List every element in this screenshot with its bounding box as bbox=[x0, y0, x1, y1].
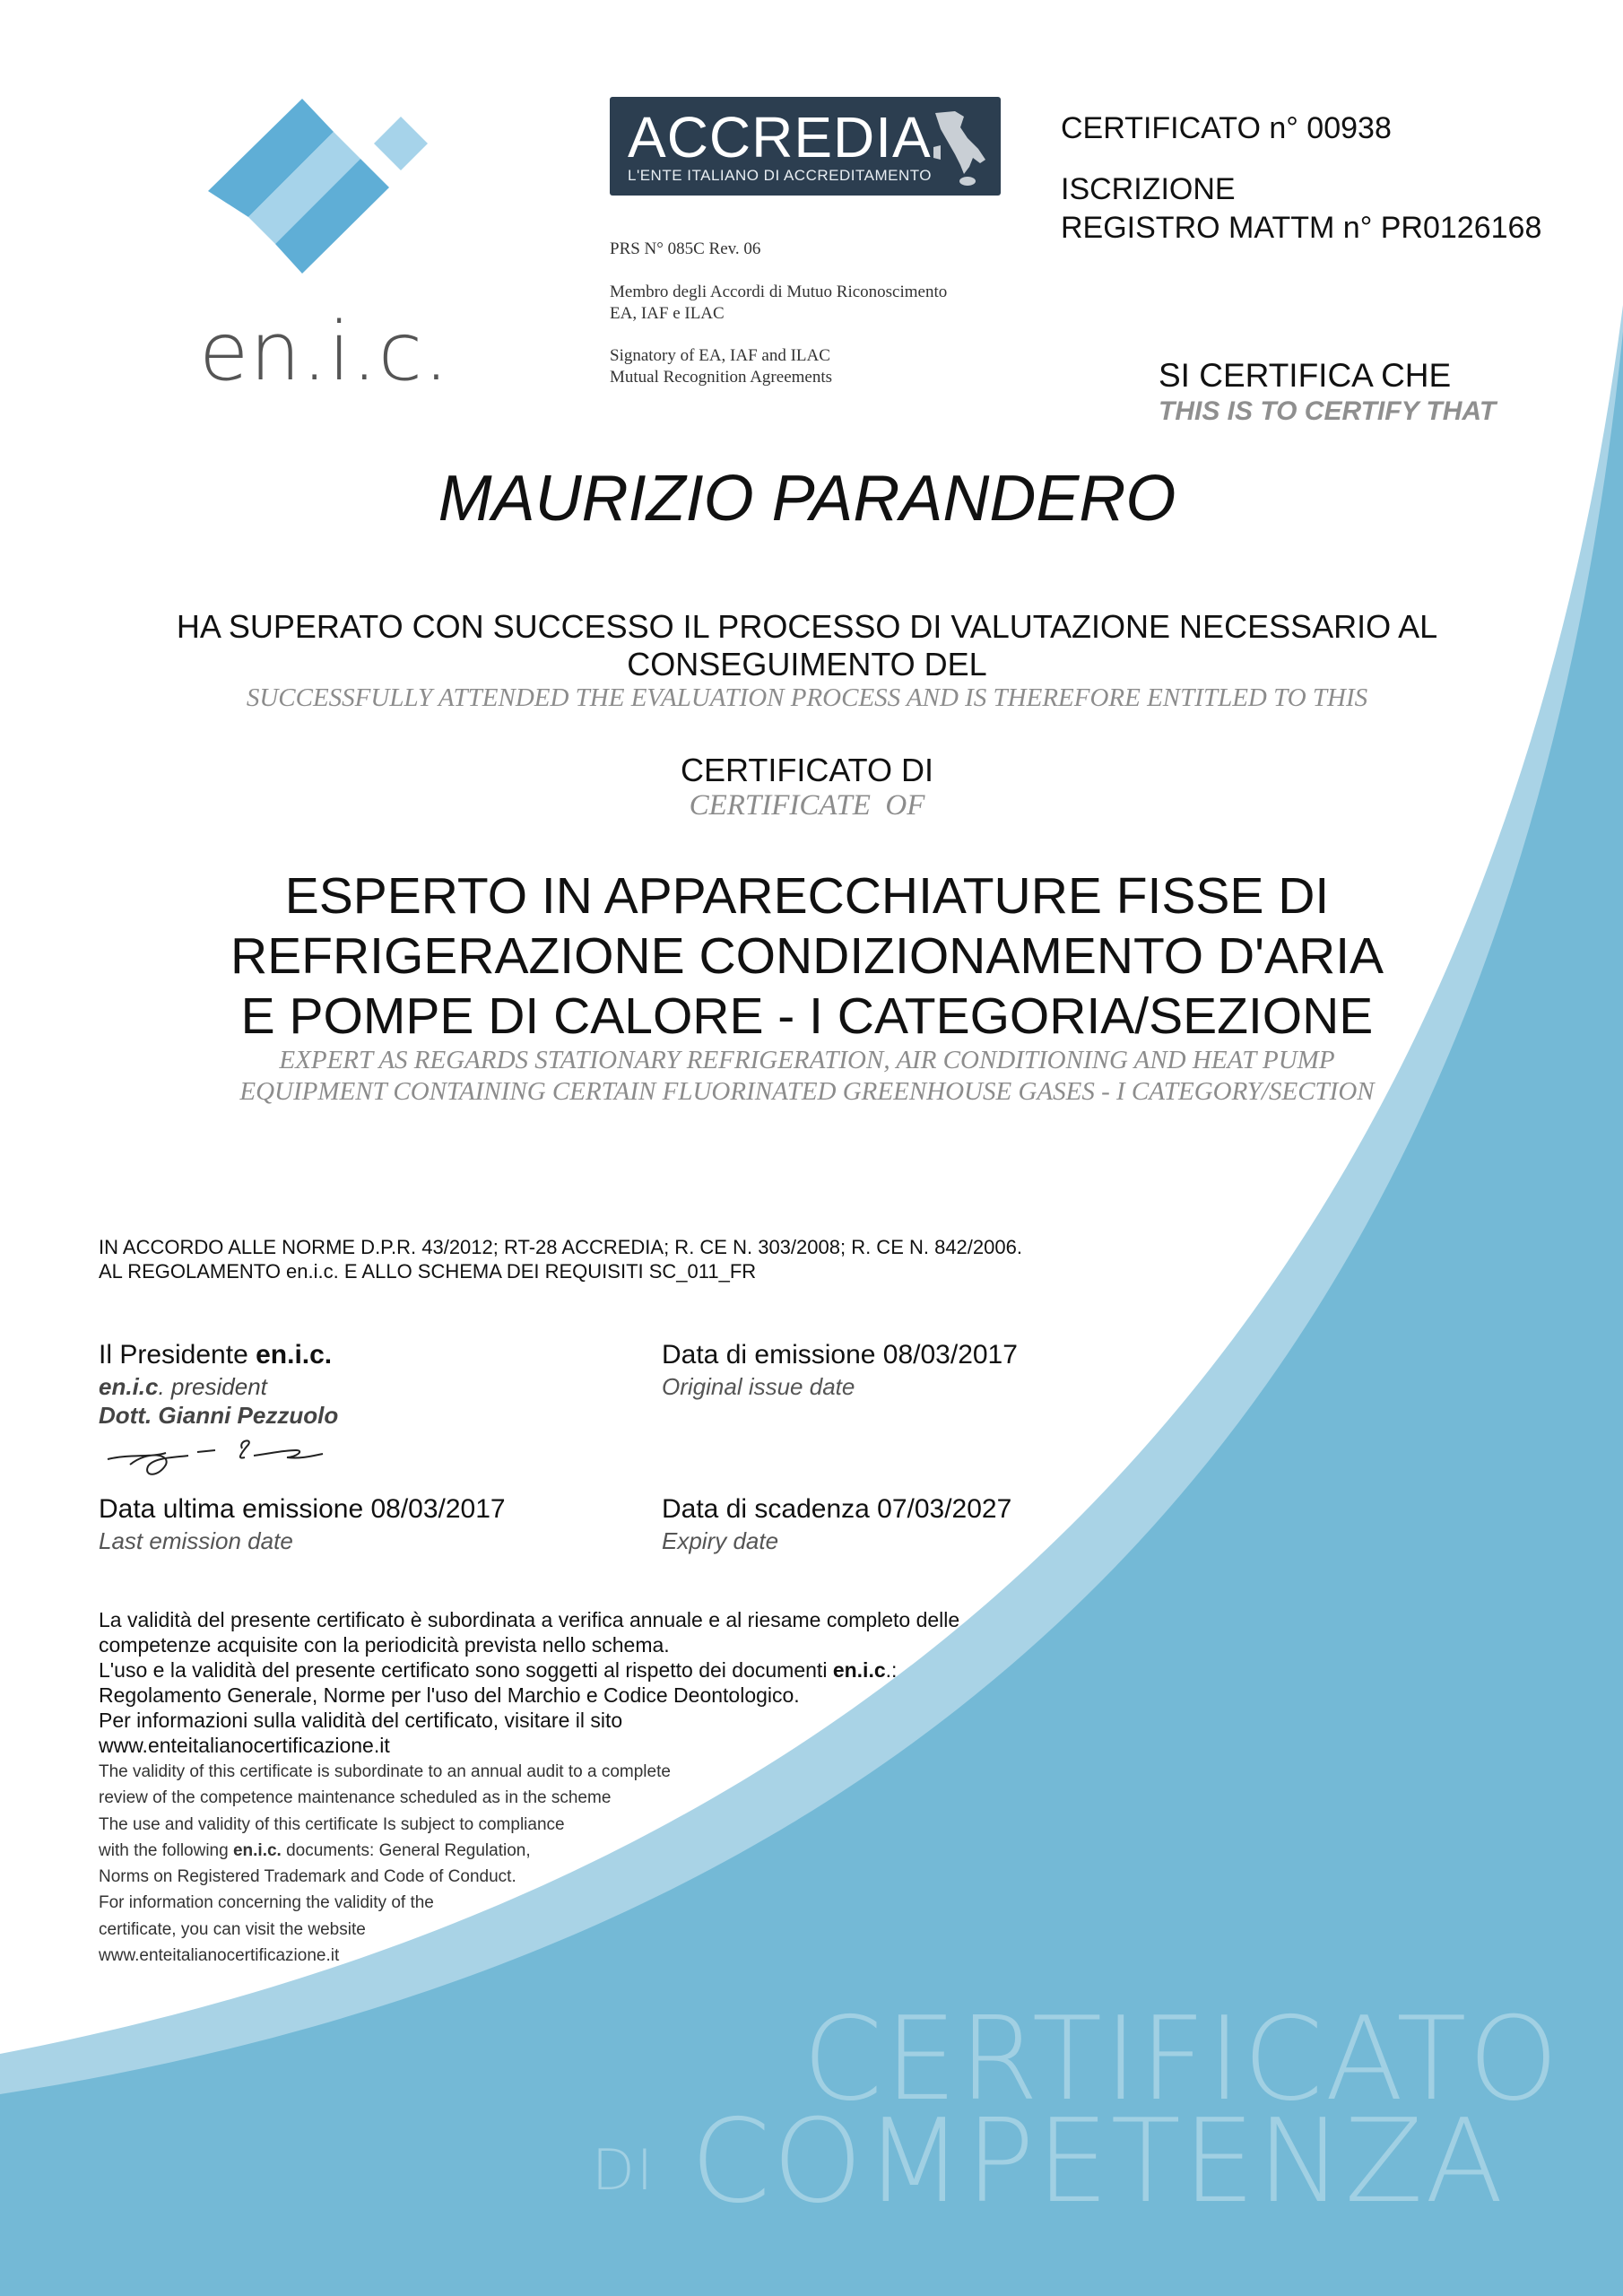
validity-en-line3: The use and validity of this certificate Is subject to compliance bbox=[99, 1814, 565, 1834]
validity-en bbox=[99, 1759, 671, 1969]
certificate-number: CERTIFICATO n° 00938 bbox=[1061, 111, 1392, 145]
president-signature-icon bbox=[103, 1431, 336, 1484]
validity-it-line3 bbox=[99, 1657, 959, 1683]
president-name: Dott. Gianni Pezzuolo bbox=[99, 1402, 339, 1429]
accredia-signatory-line2: Mutual Recognition Agreements bbox=[610, 368, 833, 387]
validity-en-line4b: en.i.c. bbox=[232, 1840, 282, 1860]
validity-it-line2: competenze acquisite con la periodicità prevista nello schema. bbox=[99, 1633, 670, 1657]
issue-date: Data di emissione 08/03/2017 bbox=[662, 1340, 1018, 1370]
validity-en-line6: For information concerning the validity of the bbox=[99, 1893, 434, 1913]
accredia-prs: PRS N° 085C Rev. 06 bbox=[610, 239, 761, 258]
validity-it-line5: Per informazioni sulla validità del certificato, visitare il sito bbox=[99, 1709, 623, 1732]
italy-map-icon bbox=[928, 108, 991, 188]
issue-date-en: Original issue date bbox=[662, 1373, 855, 1400]
si-certifica-che: SI CERTIFICA CHE bbox=[1159, 357, 1452, 394]
watermark-competenza: COMPETENZA bbox=[690, 2095, 1506, 2229]
accredia-signatory-line1: Signatory of EA, IAF and ILAC bbox=[610, 346, 830, 365]
validity-en-line7: certificate, you can visit the website bbox=[99, 1919, 366, 1939]
qualification-line3: E POMPE DI CALORE - I CATEGORIA/SEZIONE bbox=[240, 987, 1374, 1045]
validity-it-line3a: L'uso e la validità del presente certificato sono soggetti al rispetto dei documenti bbox=[99, 1658, 833, 1682]
validity-it-line1: La validità del presente certificato è subordinata a verifica annuale e al riesame completo delle bbox=[99, 1608, 960, 1631]
validity-en-line4a: with the following bbox=[99, 1840, 233, 1860]
president-label-text: Il Presidente bbox=[99, 1340, 256, 1370]
accredia-membro-line1: Membro degli Accordi di Mutuo Riconoscimento bbox=[610, 283, 948, 301]
validity-en-line2: review of the competence maintenance scheduled as in the scheme bbox=[99, 1788, 612, 1808]
enic-wordmark: en.i.c. bbox=[199, 305, 450, 399]
validity-en-line4 bbox=[99, 1838, 671, 1864]
qualification-line2: REFRIGERAZIONE CONDIZIONAMENTO D'ARIA bbox=[230, 927, 1384, 985]
validity-it-line6: www.enteitalianocertificazione.it bbox=[99, 1734, 390, 1757]
iscrizione-line2: REGISTRO MATTM n° PR0126168 bbox=[1061, 211, 1542, 245]
watermark-certificato: CERTIFICATO bbox=[803, 1993, 1561, 2126]
validity-it bbox=[99, 1607, 959, 1758]
president-label bbox=[99, 1340, 332, 1370]
president-en-org: en.i.c bbox=[99, 1373, 159, 1400]
last-emission-date-en: Last emission date bbox=[99, 1527, 293, 1554]
accredia-logo bbox=[610, 97, 1001, 196]
validity-en-line4c: documents: General Regulation, bbox=[281, 1840, 531, 1860]
statement-it-line1: HA SUPERATO CON SUCCESSO IL PROCESSO DI VALUTAZIONE NECESSARIO AL bbox=[176, 608, 1438, 645]
expiry-date-en: Expiry date bbox=[662, 1527, 779, 1554]
certificate-of: CERTIFICATE OF bbox=[689, 789, 925, 822]
validity-en-line8: www.enteitalianocertificazione.it bbox=[99, 1946, 340, 1966]
accredia-membro-line2: EA, IAF e ILAC bbox=[610, 304, 725, 323]
qualification-en-line1: EXPERT AS REGARDS STATIONARY REFRIGERATION, AIR CONDITIONING AND HEAT PUMP bbox=[279, 1046, 1335, 1074]
holder-name: MAURIZIO PARANDERO bbox=[438, 463, 1176, 535]
president-en-rest: . president bbox=[158, 1373, 267, 1400]
accredia-subtitle: L'ENTE ITALIANO DI ACCREDITAMENTO bbox=[628, 167, 933, 184]
last-emission-date: Data ultima emissione 08/03/2017 bbox=[99, 1494, 506, 1524]
president-en bbox=[99, 1373, 267, 1401]
enic-logo-icon bbox=[199, 94, 432, 291]
validity-it-line4: Regolamento Generale, Norme per l'uso del Marchio e Codice Deontologico. bbox=[99, 1683, 800, 1707]
expiry-date: Data di scadenza 07/03/2027 bbox=[662, 1494, 1012, 1524]
validity-it-line3c: .: bbox=[885, 1658, 898, 1682]
qualification-line1: ESPERTO IN APPARECCHIATURE FISSE DI bbox=[284, 867, 1330, 925]
accredia-title: ACCREDIA bbox=[628, 105, 932, 170]
statement-en: SUCCESSFULLY ATTENDED THE EVALUATION PROCESS AND IS THEREFORE ENTITLED TO THIS bbox=[246, 683, 1368, 712]
qualification-en-line2: EQUIPMENT CONTAINING CERTAIN FLUORINATED GREENHOUSE GASES - I CATEGORY/SECTION bbox=[239, 1077, 1375, 1106]
this-is-to-certify: THIS IS TO CERTIFY THAT bbox=[1159, 396, 1497, 426]
president-org: en.i.c. bbox=[256, 1340, 333, 1370]
validity-it-line3b: en.i.c bbox=[832, 1658, 886, 1682]
statement-it-line2: CONSEGUIMENTO DEL bbox=[627, 646, 987, 683]
iscrizione-line1: ISCRIZIONE bbox=[1061, 172, 1236, 206]
certificato-di: CERTIFICATO DI bbox=[680, 752, 934, 788]
validity-en-line5: Norms on Registered Trademark and Code of Conduct. bbox=[99, 1867, 516, 1887]
watermark-di: DI bbox=[592, 2137, 655, 2203]
validity-en-line1: The validity of this certificate is subordinate to an annual audit to a complete bbox=[99, 1762, 671, 1781]
norms-line2: AL REGOLAMENTO en.i.c. E ALLO SCHEMA DEI REQUISITI SC_011_FR bbox=[99, 1260, 757, 1283]
norms-line1: IN ACCORDO ALLE NORME D.P.R. 43/2012; RT-28 ACCREDIA; R. CE N. 303/2008; R. CE N. 842/2006. bbox=[99, 1236, 1022, 1258]
